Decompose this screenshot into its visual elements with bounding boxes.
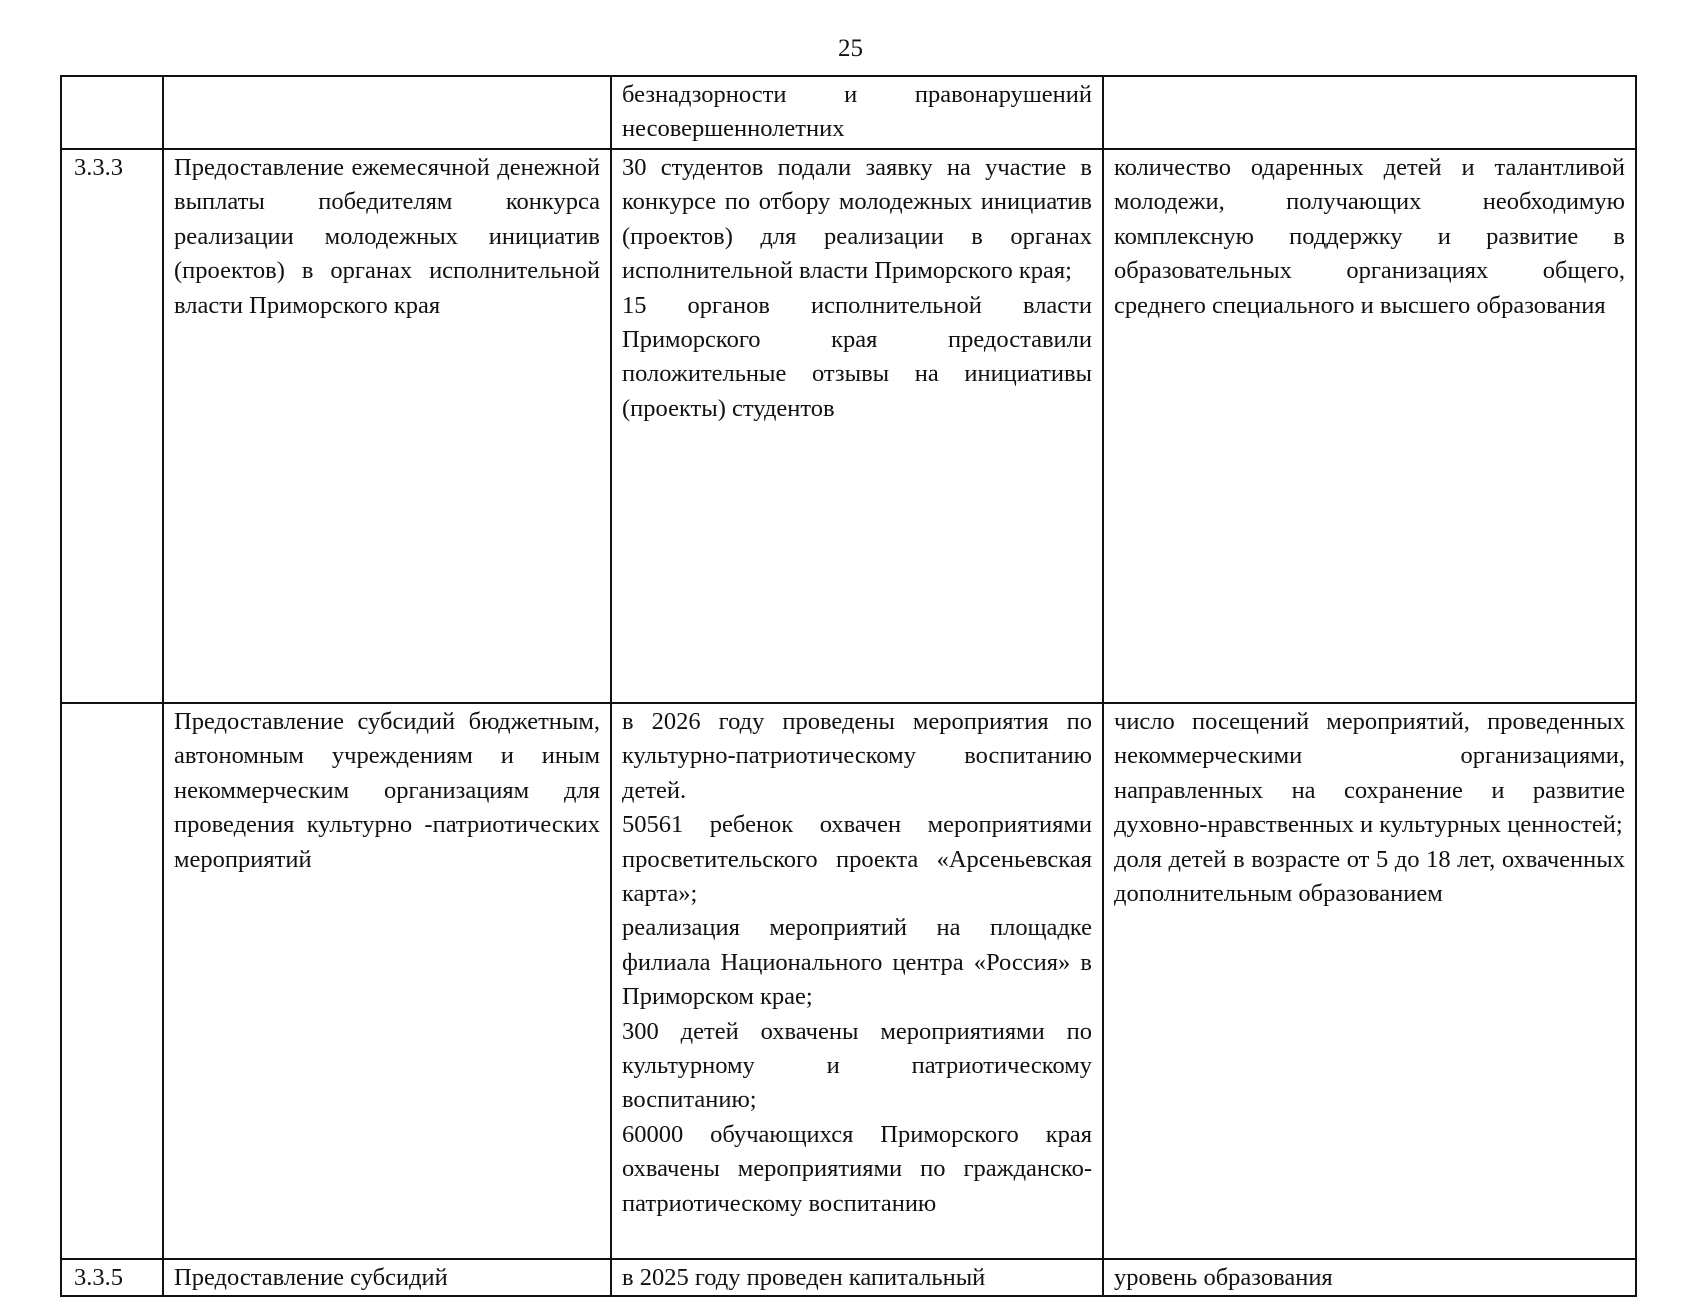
indicator-paragraph: уровень образования	[1114, 1264, 1333, 1291]
measure-name-cell	[163, 76, 611, 149]
indicator-cell	[1103, 703, 1636, 1259]
measure-name-paragraph: Предоставление ежемесячной денежной выплаты победителям конкурса реализации молодежных инициатив (проектов) в органах исполнительной власти Приморского края	[174, 154, 600, 319]
measure-name-cell	[163, 149, 611, 703]
indicator-paragraph: доля детей в возрасте от 5 до 18 лет, охваченных дополнительным образованием	[1114, 845, 1625, 908]
measures-table	[60, 75, 1637, 1297]
measure-name-cell	[163, 1259, 611, 1296]
result-paragraph: безнадзорности и правонарушений несовершеннолетних	[622, 81, 1092, 143]
result-paragraph: 300 детей охвачены мероприятиями по культурному и патриотическому воспитанию;	[622, 1017, 1092, 1114]
measure-name-cell	[163, 703, 611, 1259]
indicator-cell	[1103, 149, 1636, 703]
result-paragraph: 15 органов исполнительной власти Приморского края предоставили положительные отзывы на инициативы (проекты) студентов	[622, 291, 1092, 422]
result-cell	[611, 703, 1103, 1259]
indicator-paragraph: количество одаренных детей и талантливой молодежи, получающих необходимую комплексную поддержку и развитие в образовательных организациях общего, среднего специального и высшего образования	[1114, 154, 1625, 319]
result-cell	[611, 1259, 1103, 1296]
table-row	[61, 149, 1636, 703]
row-number-cell	[61, 703, 163, 1259]
page-number: 25	[838, 35, 863, 62]
indicator-paragraph: число посещений мероприятий, проведенных некоммерческими организациями, направленных на сохранение и развитие духовно-нравственных и культурных ценностей;	[1114, 708, 1625, 839]
table-row	[61, 703, 1636, 1259]
measure-name-paragraph: Предоставление субсидий	[174, 1264, 448, 1291]
result-cell	[611, 76, 1103, 149]
result-paragraph: 50561 ребенок охвачен мероприятиями просветительского проекта «Арсеньевская карта»;	[622, 811, 1092, 908]
row-number-cell	[61, 76, 163, 149]
indicator-cell	[1103, 1259, 1636, 1296]
measure-name-paragraph: Предоставление субсидий бюджетным, автономным учреждениям и иным некоммерческим организациям для проведения культурно -патриотических мероприятий	[174, 708, 600, 873]
result-paragraph: реализация мероприятий на площадке филиала Национального центра «Россия» в Приморском крае;	[622, 914, 1092, 1011]
row-number-cell: 3.3.5	[61, 1259, 163, 1296]
result-cell	[611, 149, 1103, 703]
table-row	[61, 76, 1636, 149]
result-paragraph: 60000 обучающихся Приморского края охвачены мероприятиями по гражданско-патриотическому воспитанию	[622, 1120, 1092, 1217]
result-paragraph: 30 студентов подали заявку на участие в конкурсе по отбору молодежных инициатив (проектов) для реализации в органах исполнительной власти Приморского края;	[622, 154, 1092, 285]
row-number-cell: 3.3.3	[61, 149, 163, 703]
table-row	[61, 1259, 1636, 1296]
result-paragraph: в 2025 году проведен капитальный	[622, 1264, 986, 1291]
indicator-cell	[1103, 76, 1636, 149]
result-paragraph: в 2026 году проведены мероприятия по культурно-патриотическому воспитанию детей.	[622, 708, 1092, 804]
